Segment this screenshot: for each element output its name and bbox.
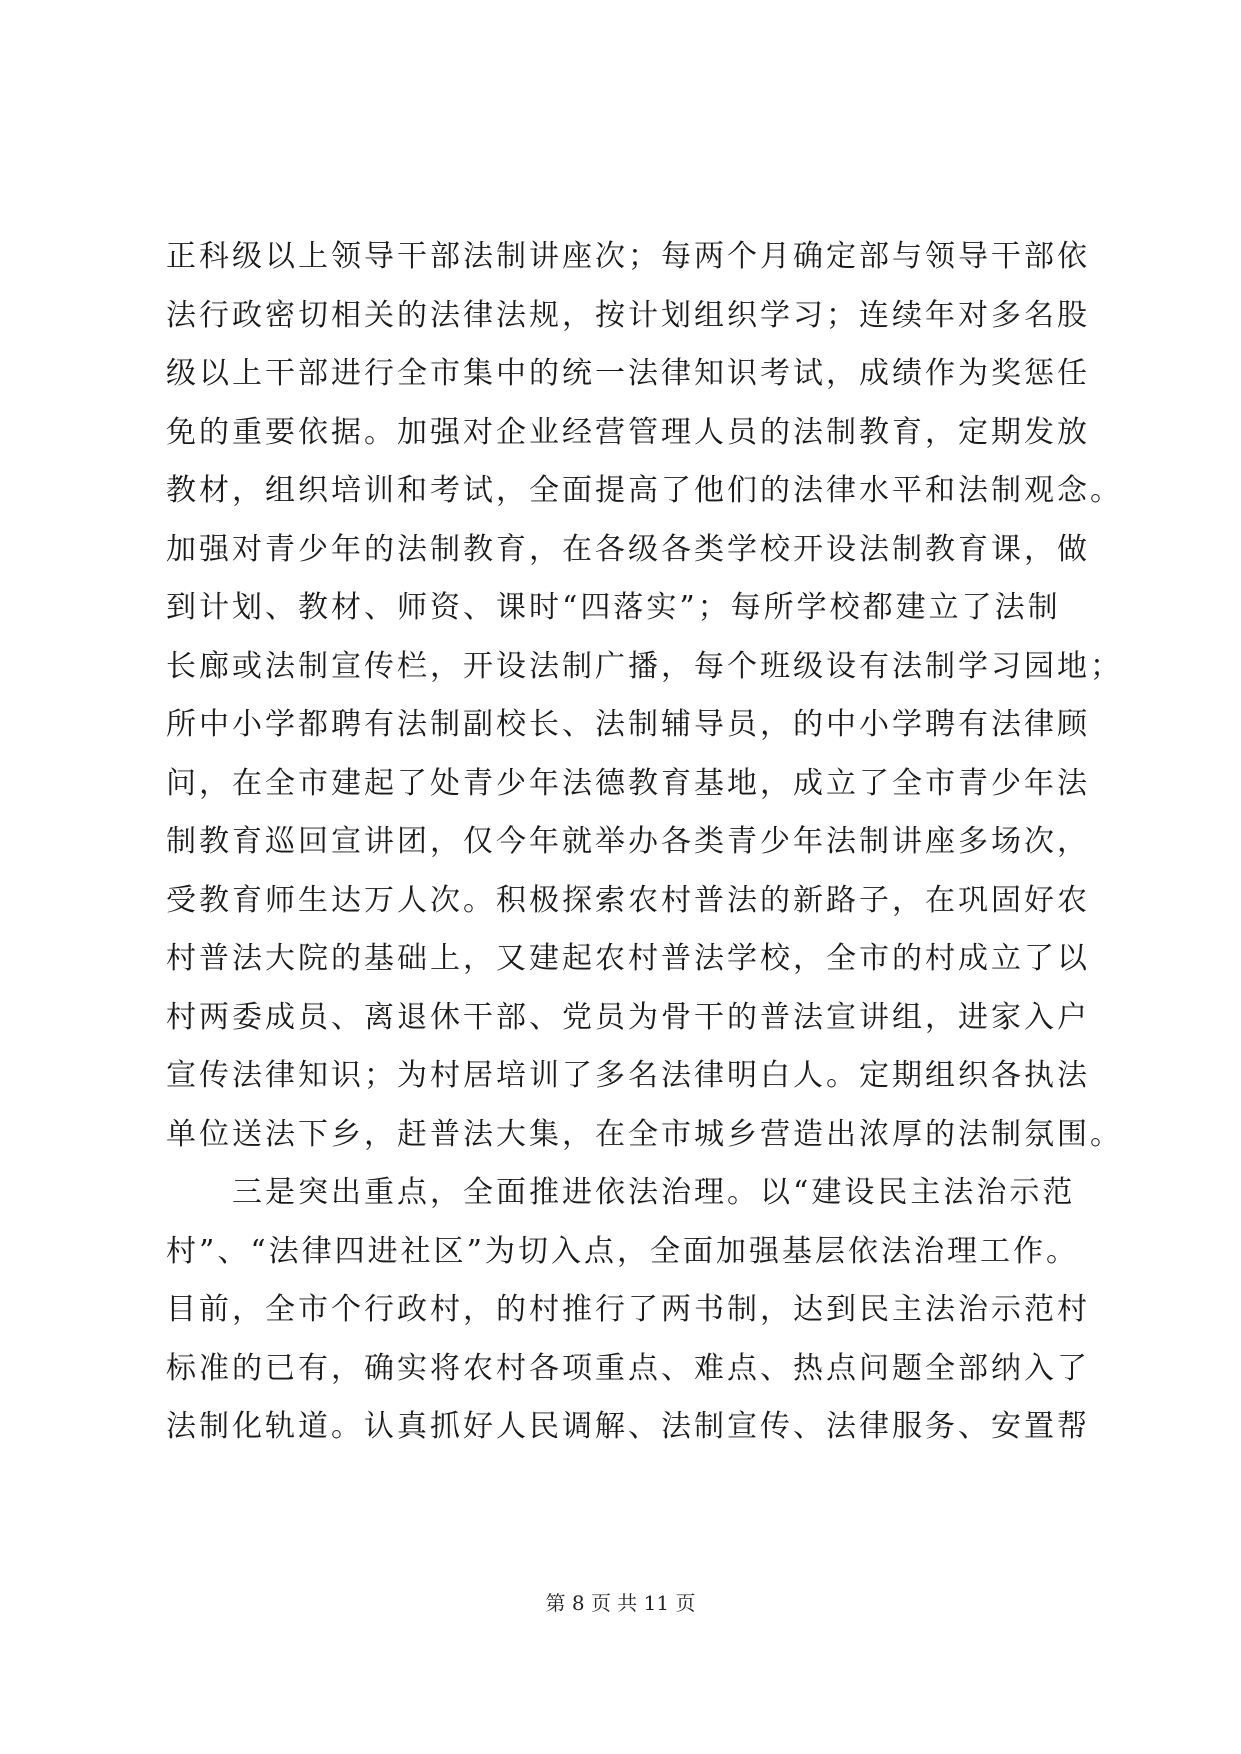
- text-line: 制教育巡回宣讲团，仅今年就举办各类青少年法制讲座多场次，: [166, 824, 1090, 859]
- text-line: 村”、“法律四进社区”为切入点，全面加强基层依法治理工作。: [166, 1233, 1080, 1269]
- text-line: 单位送法下乡，赶普法大集，在全市城乡营造出浓厚的法制氛围。: [166, 1116, 1123, 1152]
- text-line: 级以上干部进行全市集中的统一法律知识考试，成绩作为奖惩任: [166, 356, 1090, 391]
- text-line: 免的重要依据。加强对企业经营管理人员的法制教育，定期发放: [166, 414, 1090, 450]
- paragraph-start-line: 三是突出重点，全面推进依法治理。以“建设民主法治示范: [166, 1175, 1076, 1210]
- text-line: 教材，组织培训和考试，全面提高了他们的法律水平和法制观念。: [166, 473, 1123, 508]
- text-line: 村两委成员、离退休干部、党员为骨干的普法宣讲组，进家入户: [166, 999, 1090, 1035]
- text-line: 到计划、教材、师资、课时“四落实”；每所学校都建立了法制: [166, 590, 1061, 625]
- text-line: 长廊或法制宣传栏，开设法制广播，每个班级设有法制学习园地；: [166, 648, 1123, 684]
- text-line: 所中小学都聘有法制副校长、法制辅导员，的中小学聘有法律顾: [166, 707, 1090, 742]
- text-line: 问，在全市建起了处青少年法德教育基地，成立了全市青少年法: [166, 765, 1090, 801]
- text-line: 法行政密切相关的法律法规，按计划组织学习；连续年对多名股: [166, 297, 1090, 333]
- text-line: 目前，全市个行政村，的村推行了两书制，达到民主法治示范村: [166, 1292, 1090, 1327]
- text-line: 宣传法律知识；为村居培训了多名法律明白人。定期组织各执法: [166, 1058, 1090, 1093]
- text-line: 受教育师生达万人次。积极探索农村普法的新路子，在巩固好农: [166, 882, 1090, 918]
- text-line: 标准的已有，确实将农村各项重点、难点、热点问题全部纳入了: [166, 1350, 1090, 1386]
- text-line: 法制化轨道。认真抓好人民调解、法制宣传、法律服务、安置帮: [166, 1409, 1090, 1444]
- text-line: 加强对青少年的法制教育，在各级各类学校开设法制教育课，做: [166, 531, 1090, 567]
- body-text: [166, 228, 1123, 1457]
- text-line: 村普法大院的基础上，又建起农村普法学校，全市的村成立了以: [166, 941, 1090, 976]
- page-number-footer: 第 8 页 共 11 页: [545, 1591, 696, 1615]
- text-line: 正科级以上领导干部法制讲座次；每两个月确定部与领导干部依: [166, 239, 1090, 274]
